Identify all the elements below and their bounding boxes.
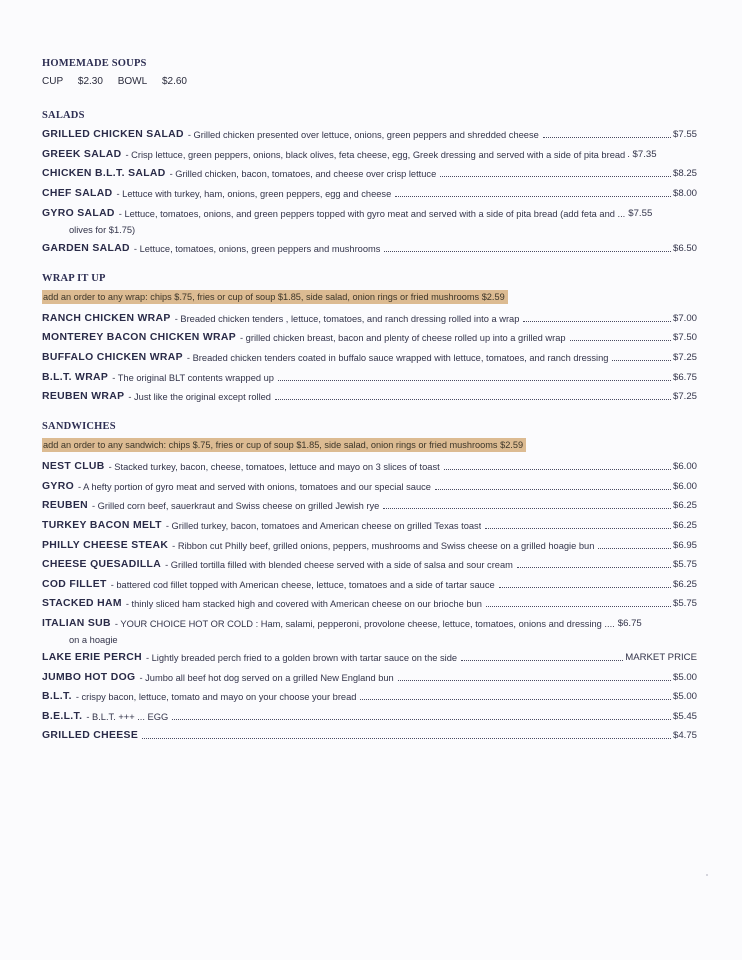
- item-name: B.E.L.T.: [42, 711, 83, 722]
- item-description-continued: olives for $1.75): [69, 225, 136, 235]
- item-description-continued: on a hoagie: [69, 635, 118, 645]
- item-description: - Grilled chicken, bacon, tomatoes, and cheese over crisp lettuce: [169, 169, 437, 179]
- sandwich-item: [42, 730, 697, 742]
- item-description: - Grilled turkey, bacon, tomatoes and American cheese on grilled Texas toast: [165, 521, 482, 531]
- item-name: B.L.T.: [42, 691, 72, 702]
- item-name: LAKE ERIE PERCH: [42, 652, 142, 663]
- leader-dots: [543, 136, 671, 138]
- leader-dots: [278, 379, 671, 381]
- item-name: CHEESE QUESADILLA: [42, 559, 162, 570]
- item-price: $7.50: [672, 332, 697, 343]
- item-price: $7.55: [672, 129, 697, 140]
- sandwich-item: [42, 461, 697, 473]
- leader-dots: [398, 679, 671, 681]
- soups-heading: HOMEMADE SOUPS: [42, 58, 147, 69]
- bowl-label: BOWL: [117, 76, 148, 87]
- item-price: $8.25: [672, 168, 697, 179]
- item-price: $5.75: [672, 598, 697, 609]
- item-name: NEST CLUB: [42, 461, 105, 472]
- item-name: GARDEN SALAD: [42, 243, 130, 254]
- sandwich-item: [42, 579, 697, 591]
- item-name: CHEF SALAD: [42, 188, 113, 199]
- sandwich-item: [42, 672, 697, 684]
- item-description: - A hefty portion of gyro meat and served with onions, tomatoes and our special sauce: [78, 482, 431, 492]
- item-price: $6.95: [672, 540, 697, 551]
- sandwich-item: [42, 618, 697, 646]
- leader-dots: [485, 527, 671, 529]
- item-name: GYRO SALAD: [42, 208, 115, 219]
- sandwich-item: [42, 598, 697, 610]
- item-name: GREEK SALAD: [42, 149, 122, 160]
- item-name: JUMBO HOT DOG: [42, 672, 136, 683]
- item-price: $7.55: [628, 208, 653, 219]
- leader-dots: [440, 175, 671, 177]
- leader-dots: [461, 659, 623, 661]
- scan-speck: [706, 874, 708, 876]
- leader-dots: [172, 718, 671, 720]
- leader-dots: [523, 320, 671, 322]
- leader-dots: [570, 339, 671, 341]
- item-description: - crispy bacon, lettuce, tomato and mayo on your choose your bread: [75, 692, 357, 702]
- item-price: $6.25: [672, 579, 697, 590]
- item-name: ITALIAN SUB: [42, 618, 111, 629]
- item-description: - Breaded chicken tenders coated in buffalo sauce wrapped with lettuce, tomatoes, and ranch dressing: [186, 353, 609, 363]
- leader-dots: [395, 195, 671, 197]
- item-description: - Lightly breaded perch fried to a golden brown with tartar sauce on the side: [145, 653, 458, 663]
- salad-item: [42, 208, 697, 236]
- sandwich-addon-note: add an order to any sandwich: chips $.75, fries or cup of soup $1.85, side salad, onion rings or fried mushrooms $2.59: [42, 438, 526, 452]
- item-price: $8.00: [672, 188, 697, 199]
- salad-item: [42, 188, 697, 200]
- item-name: MONTEREY BACON CHICKEN WRAP: [42, 332, 236, 343]
- item-price: $6.75: [672, 372, 697, 383]
- cup-price: $2.30: [77, 76, 103, 87]
- salads-heading: SALADS: [42, 110, 85, 121]
- leader-dots: [517, 566, 671, 568]
- item-name: COD FILLET: [42, 579, 107, 590]
- wrap-addon-note: add an order to any wrap: chips $.75, fries or cup of soup $1.85, side salad, onion rings or fried mushrooms $2.59: [42, 290, 508, 304]
- bowl-price: $2.60: [161, 76, 187, 87]
- item-description: - thinly sliced ham stacked high and covered with American cheese on our brioche bun: [125, 599, 482, 609]
- item-description: - The original BLT contents wrapped up: [112, 373, 274, 383]
- salad-item: [42, 149, 697, 161]
- sandwich-item: [42, 500, 697, 512]
- salad-item: [42, 168, 697, 180]
- item-price: . $7.35: [627, 149, 657, 160]
- wrap-item: [42, 372, 697, 384]
- item-name: B.L.T. WRAP: [42, 372, 109, 383]
- item-description: - Breaded chicken tenders , lettuce, tomatoes, and ranch dressing rolled into a wrap: [174, 314, 520, 324]
- item-description: - grilled chicken breast, bacon and plenty of cheese rolled up into a grilled wrap: [240, 333, 566, 343]
- item-name: TURKEY BACON MELT: [42, 520, 162, 531]
- leader-dots: [275, 398, 671, 400]
- item-description: - Ribbon cut Philly beef, grilled onions, peppers, mushrooms and Swiss cheese on a grilled hoagie bun: [172, 541, 595, 551]
- item-price: $6.25: [672, 500, 697, 511]
- item-name: GRILLED CHICKEN SALAD: [42, 129, 184, 140]
- sandwich-item: [42, 559, 697, 571]
- sandwich-item: [42, 540, 697, 552]
- item-name: BUFFALO CHICKEN WRAP: [42, 352, 183, 363]
- item-price: $6.25: [672, 520, 697, 531]
- item-name: REUBEN: [42, 500, 88, 511]
- item-price: $4.75: [672, 730, 697, 741]
- item-price: $7.00: [672, 313, 697, 324]
- leader-dots: [444, 468, 671, 470]
- item-description: - Stacked turkey, bacon, cheese, tomatoes, lettuce and mayo on 3 slices of toast: [108, 462, 440, 472]
- item-description: - Jumbo all beef hot dog served on a grilled New England bun: [139, 673, 394, 683]
- item-description: - B.L.T. +++ ... EGG: [86, 712, 169, 722]
- item-name: GYRO: [42, 481, 74, 492]
- item-price: $6.00: [672, 461, 697, 472]
- soup-prices: [42, 76, 197, 87]
- item-name: STACKED HAM: [42, 598, 122, 609]
- item-price: $7.25: [672, 391, 697, 402]
- salad-item: [42, 243, 697, 255]
- sandwich-item: [42, 691, 697, 703]
- item-name: REUBEN WRAP: [42, 391, 125, 402]
- item-description: - Lettuce, tomatoes, onions, green peppers and mushrooms: [133, 244, 381, 254]
- leader-dots: [383, 507, 671, 509]
- item-name: RANCH CHICKEN WRAP: [42, 313, 171, 324]
- leader-dots: [499, 586, 671, 588]
- item-description: - Grilled tortilla filled with blended cheese served with a side of salsa and sour cream: [165, 560, 513, 570]
- leader-dots: [612, 359, 671, 361]
- sandwich-item: [42, 711, 697, 723]
- wraps-heading: WRAP IT UP: [42, 273, 106, 284]
- item-price: MARKET PRICE: [625, 652, 697, 663]
- sandwich-item: [42, 652, 697, 664]
- item-price: $5.45: [672, 711, 697, 722]
- item-price: $6.50: [672, 243, 697, 254]
- item-description: - Lettuce with turkey, ham, onions, green peppers, egg and cheese: [116, 189, 392, 199]
- leader-dots: [384, 250, 671, 252]
- item-name: GRILLED CHEESE: [42, 730, 139, 741]
- item-price: $6.75: [617, 618, 642, 629]
- sandwich-item: [42, 481, 697, 493]
- item-description: - Just like the original except rolled: [128, 392, 271, 402]
- wrap-item: [42, 352, 697, 364]
- item-price: $7.25: [672, 352, 697, 363]
- item-description: - Grilled corn beef, sauerkraut and Swiss cheese on grilled Jewish rye: [91, 501, 380, 511]
- wrap-item: [42, 391, 697, 403]
- leader-dots: [360, 698, 671, 700]
- item-name: CHICKEN B.L.T. SALAD: [42, 168, 166, 179]
- salad-item: [42, 129, 697, 141]
- sandwiches-heading: SANDWICHES: [42, 421, 116, 432]
- item-description: - battered cod fillet topped with American cheese, lettuce, tomatoes and a side of tartar sauce: [110, 580, 495, 590]
- leader-dots: [598, 547, 671, 549]
- item-description: - YOUR CHOICE HOT OR COLD : Ham, salami, pepperoni, provolone cheese, lettuce, tomatoes, onions and dressing ....: [114, 619, 615, 629]
- item-description: - Crisp lettuce, green peppers, onions, black olives, feta cheese, egg, Greek dressing and served with a side of pita bread: [125, 150, 626, 160]
- item-description: - Grilled chicken presented over lettuce, onions, green peppers and shredded cheese: [187, 130, 539, 140]
- leader-dots: [435, 488, 671, 490]
- cup-label: CUP: [42, 76, 64, 87]
- leader-dots: [486, 605, 671, 607]
- item-price: $6.00: [672, 481, 697, 492]
- item-price: $5.00: [672, 691, 697, 702]
- sandwich-item: [42, 520, 697, 532]
- wrap-item: [42, 332, 697, 344]
- wrap-item: [42, 313, 697, 325]
- item-description: - Lettuce, tomatoes, onions, and green peppers topped with gyro meat and served with a side of pita bread (add feta and ...: [118, 209, 626, 219]
- item-price: $5.00: [672, 672, 697, 683]
- leader-dots: [142, 737, 671, 739]
- item-name: PHILLY CHEESE STEAK: [42, 540, 169, 551]
- item-price: $5.75: [672, 559, 697, 570]
